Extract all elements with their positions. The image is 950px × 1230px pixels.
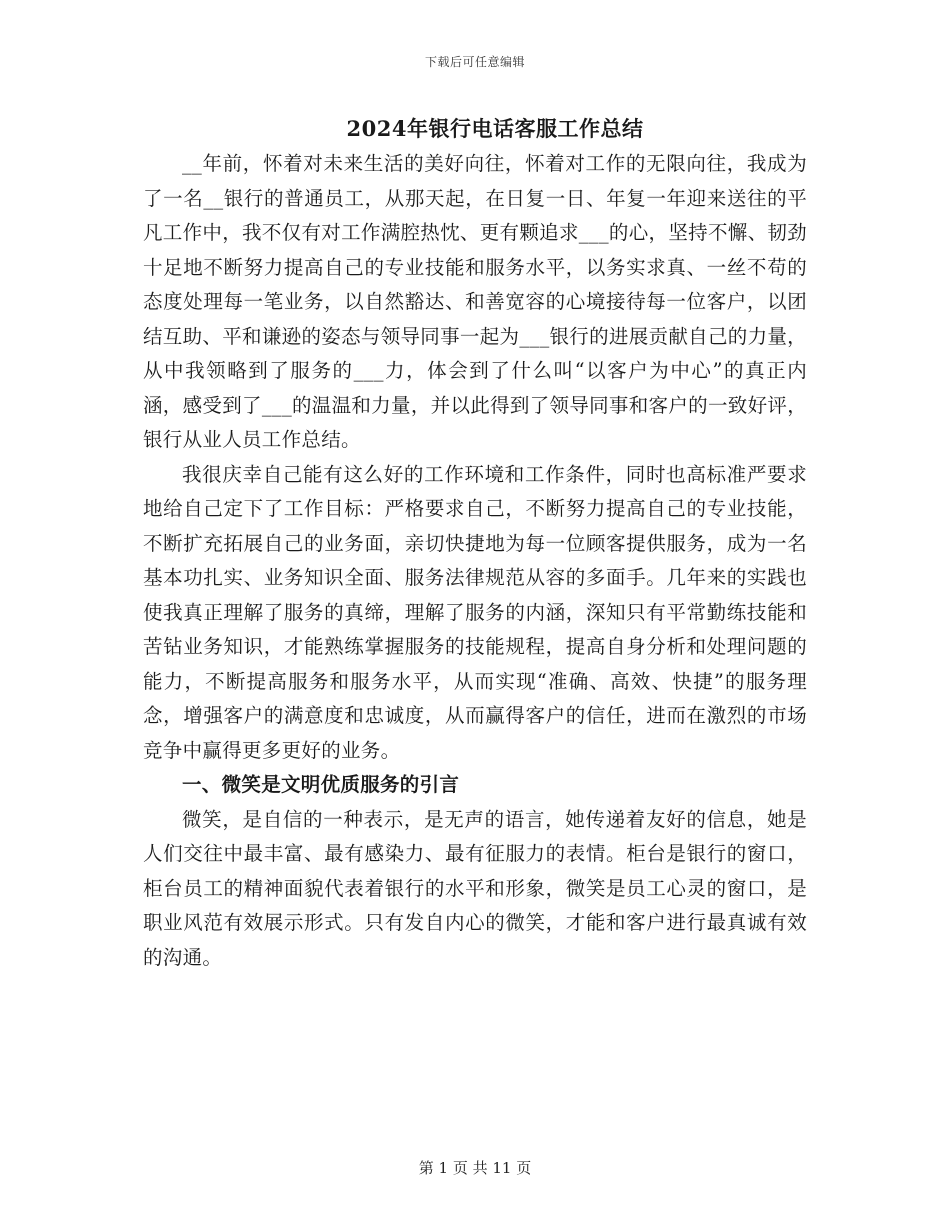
section-1-paragraph: 微笑，是自信的一种表示，是无声的语言，她传递着友好的信息，她是人们交往中最丰富、最有感染力、最有征服力的表情。柜台是银行的窗口，柜台员工的精神面貌代表着银行的水平和形象，微笑是员工心灵的窗口，是职业风范有效展示形式。只有发自内心的微笑，才能和客户进行最真诚有效的沟通。: [143, 807, 807, 969]
paragraph-1: __年前，怀着对未来生活的美好向往，怀着对工作的无限向往，我成为了一名__银行的普通员工，从那天起，在日复一日、年复一年迎来送往的平凡工作中，我不仅有对工作满腔热忱、更有颗追求___的心，坚持不懈、韧劲十足地不断努力提高自己的专业技能和服务水平，以务实求真、一丝不苟的态度处理每一笔业务，以自然豁达、和善宽容的心境接待每一位客户，以团结互助、平和谦逊的姿态与领导同事一起为___银行的进展贡献自己的力量，从中我领略到了服务的___力，体会到了什么叫“以客户为中心”的真正内涵，感受到了___的温温和力量，并以此得到了领导同事和客户的一致好评，银行从业人员工作总结。: [143, 152, 807, 451]
paragraph-2: 我很庆幸自己能有这么好的工作环境和工作条件，同时也高标准严要求地给自己定下了工作目标：严格要求自己，不断努力提高自己的专业技能，不断扩充拓展自己的业务面，亲切快捷地为每一位顾客提供服务，成为一名基本功扎实、业务知识全面、服务法律规范从容的多面手。几年来的实践也使我真正理解了服务的真缔，理解了服务的内涵，深知只有平常勤练技能和苦钻业务知识，才能熟练掌握服务的技能规程，提高自身分析和处理问题的能力，不断提高服务和服务水平，从而实现“准确、高效、快捷”的服务理念，增强客户的满意度和忠诚度，从而赢得客户的信任，进而在激烈的市场竞争中赢得更多更好的业务。: [143, 462, 807, 762]
header-note: 下载后可任意编辑: [424, 55, 525, 69]
section-heading-1: 一、微笑是文明优质服务的引言: [182, 773, 460, 796]
document-body: [143, 147, 807, 975]
document-title: 2024年银行电话客服工作总结: [346, 116, 644, 141]
page-footer: 第 1 页 共 11 页: [418, 1159, 532, 1177]
